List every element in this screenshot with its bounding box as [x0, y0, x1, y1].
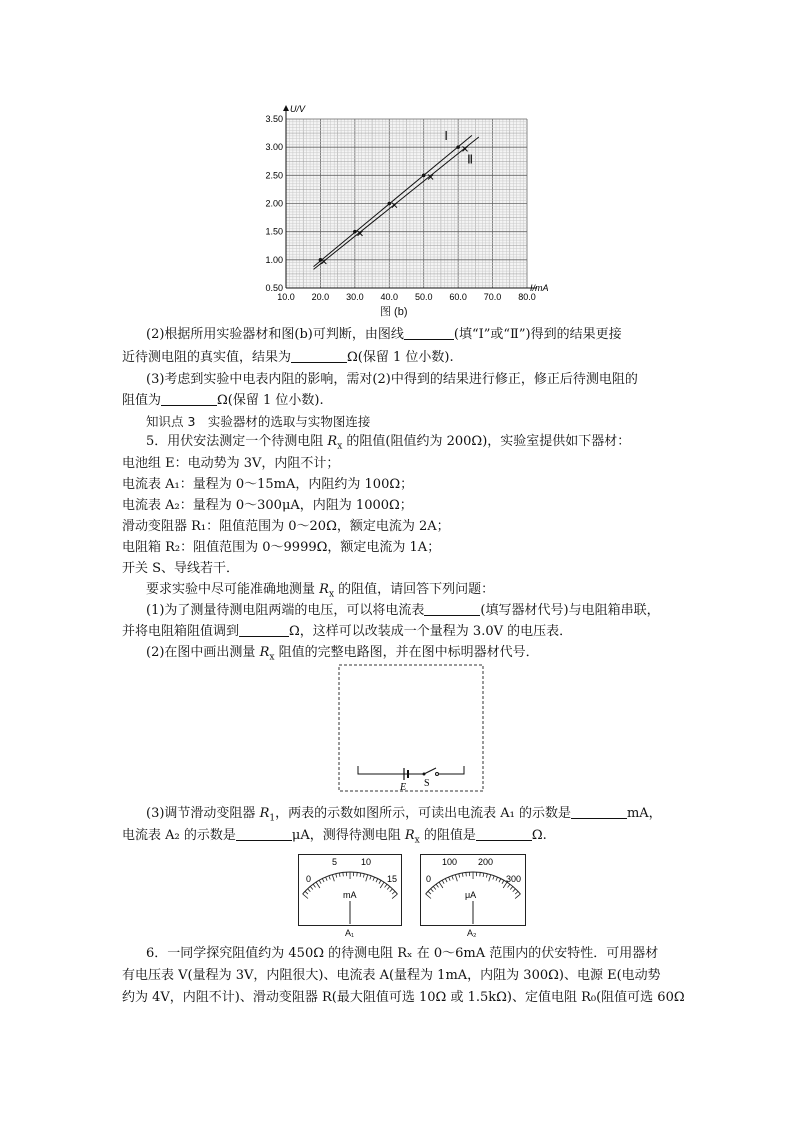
- data-point-dot: [353, 230, 357, 234]
- meter-a1-tick-10: 10: [361, 857, 372, 867]
- line-label-2: Ⅱ: [467, 152, 474, 167]
- q2-line1: (2)根据所用实验器材和图(b)可判断，由图线 (填“Ⅰ”或“Ⅱ”)得到的结果更接: [146, 327, 622, 342]
- y-tick-label: 0.50: [265, 283, 283, 293]
- meter-a2: [420, 854, 526, 926]
- y-tick-label: 3.50: [265, 114, 283, 124]
- y-axis-arrow: [283, 105, 289, 111]
- y-tick-label: 1.50: [265, 226, 283, 237]
- graph-caption: 图 (b): [380, 306, 408, 318]
- switch-contact-left: [423, 773, 426, 776]
- x-axis-label: I/mA: [530, 283, 549, 293]
- y-tick-label: 2.00: [265, 198, 283, 209]
- q3-line2: 阻值为 Ω(保留 1 位小数).: [122, 393, 324, 408]
- meter-a1-tick-0: 0: [306, 874, 312, 884]
- meter-a2-tick-100: 100: [442, 857, 458, 867]
- p5-request: 要求实验中尽可能准确地测量 $R_x$ 的阻值，请回答下列问题：: [146, 582, 495, 600]
- circuit-wire-left: [358, 766, 424, 774]
- p5-resistance-box: 电阻箱 R₂：阻值范围为 0～9999Ω，额定电流为 1A；: [122, 540, 441, 555]
- p5-intro: 5．用伏安法测定一个待测电阻 $R_x$ 的阻值(阻值约为 200Ω)，实验室提供如下器材：: [146, 434, 631, 452]
- x-tick-label: 70.0: [483, 292, 502, 302]
- circuit-wire-right: [438, 766, 464, 774]
- y-tick-label: 3.00: [265, 142, 283, 153]
- x-tick-label: 30.0: [346, 292, 364, 302]
- q2-blank-line[interactable]: [404, 326, 454, 340]
- circuit-diagram[interactable]: [338, 664, 486, 794]
- p5-q1-line2: 并将电阻箱阻值调到 Ω，这样可以改装成一个量程为 3.0V 的电压表．: [122, 624, 573, 639]
- q3-blank-result[interactable]: [161, 392, 217, 406]
- y-tick-label: 2.50: [265, 170, 283, 181]
- p5-q1-line1: (1)为了测量待测电阻两端的电压，可以将电流表 (填写器材代号)与电阻箱串联，: [146, 603, 660, 618]
- x-tick-label: 50.0: [414, 292, 433, 302]
- p5-battery: 电池组 E：电动势为 3V，内阻不计；: [122, 456, 340, 471]
- p5-switch: 开关 S、导线若干．: [122, 561, 240, 576]
- q2-blank-result[interactable]: [291, 349, 347, 363]
- q2-line2: 近待测电阻的真实值，结果为 Ω(保留 1 位小数).: [122, 350, 454, 365]
- q3-line1: (3)考虑到实验中电表内阻的影响，需对(2)中得到的结果进行修正，修正后待测电阻的: [146, 372, 638, 387]
- graph-figure: [250, 98, 560, 320]
- p5-q3-line1: (3)调节滑动变阻器 $R_1$，两表的示数如图所示，可读出电流表 A₁ 的示数是 mA，: [146, 806, 662, 824]
- p5-rheostat: 滑动变阻器 R₁：阻值范围为 0～20Ω，额定电流为 2A；: [122, 519, 450, 534]
- p5-q2: (2)在图中画出测量 $R_x$ 阻值的完整电路图，并在图中标明器材代号．: [146, 645, 539, 663]
- circuit-dashed-border: [339, 665, 483, 791]
- p5-q3-line2: 电流表 A₂ 的示数是 μA，测得待测电阻 $R_x$ 的阻值是 Ω.: [122, 828, 547, 846]
- p5-ammeter1: 电流表 A₁：量程为 0～15mA，内阻约为 100Ω；: [122, 477, 414, 492]
- meter-a1-label: A₁: [345, 928, 355, 938]
- p5-q3-blank-rx[interactable]: [476, 827, 532, 841]
- x-tick-label: 80.0: [518, 292, 536, 302]
- data-point-dot: [456, 145, 460, 149]
- p5-q3-blank-a1[interactable]: [571, 805, 627, 819]
- x-tick-label: 10.0: [277, 292, 295, 302]
- switch-label: S: [424, 778, 430, 789]
- data-point-dot: [422, 174, 426, 178]
- graph-svg: [250, 98, 560, 320]
- p6-line2: 有电压表 V(量程为 3V，内阻很大)、电流表 A(量程为 1mA，内阻为 300Ω)、电源 E(电动势: [122, 968, 661, 983]
- p6-line1: 6．一同学探究阻值约为 450Ω 的待测电阻 Rₓ 在 0～6mA 范围内的伏安特性．可用器材: [146, 946, 659, 961]
- meter-a2-tick-0: 0: [426, 874, 432, 884]
- x-tick-label: 60.0: [449, 292, 467, 302]
- section-heading: 知识点 3 实验器材的选取与实物图连接: [146, 414, 371, 429]
- meter-a2-tick-300: 300: [506, 874, 522, 884]
- meter-a2-unit: μA: [465, 890, 477, 900]
- meter-a1-tick-5: 5: [332, 857, 338, 867]
- line-label-1: Ⅰ: [444, 128, 448, 143]
- meter-a2-label: A₂: [467, 928, 477, 938]
- x-tick-label: 40.0: [380, 292, 399, 302]
- p5-q1-blank-ammeter[interactable]: [424, 602, 480, 616]
- p6-line3: 约为 4V，内阻不计)、滑动变阻器 R(最大阻值可选 10Ω 或 1.5kΩ)、定值电阻 R₀(阻值可选 60Ω: [122, 990, 685, 1005]
- meter-a1-unit: mA: [343, 890, 357, 900]
- x-tick-label: 20.0: [311, 292, 330, 302]
- meter-a2-tick-200: 200: [478, 857, 494, 867]
- meter-a1: [298, 854, 402, 926]
- switch-blade: [424, 768, 436, 774]
- p5-q3-blank-a2[interactable]: [236, 827, 292, 841]
- y-axis-label: U/V: [290, 104, 306, 114]
- p5-ammeter2: 电流表 A₂：量程为 0～300μA，内阻为 1000Ω；: [122, 498, 413, 513]
- data-point-dot: [387, 202, 391, 206]
- battery-label: E: [400, 782, 407, 793]
- meter-a1-tick-15: 15: [387, 874, 398, 884]
- p5-q1-blank-resistance[interactable]: [239, 623, 289, 637]
- y-tick-label: 1.00: [265, 254, 283, 265]
